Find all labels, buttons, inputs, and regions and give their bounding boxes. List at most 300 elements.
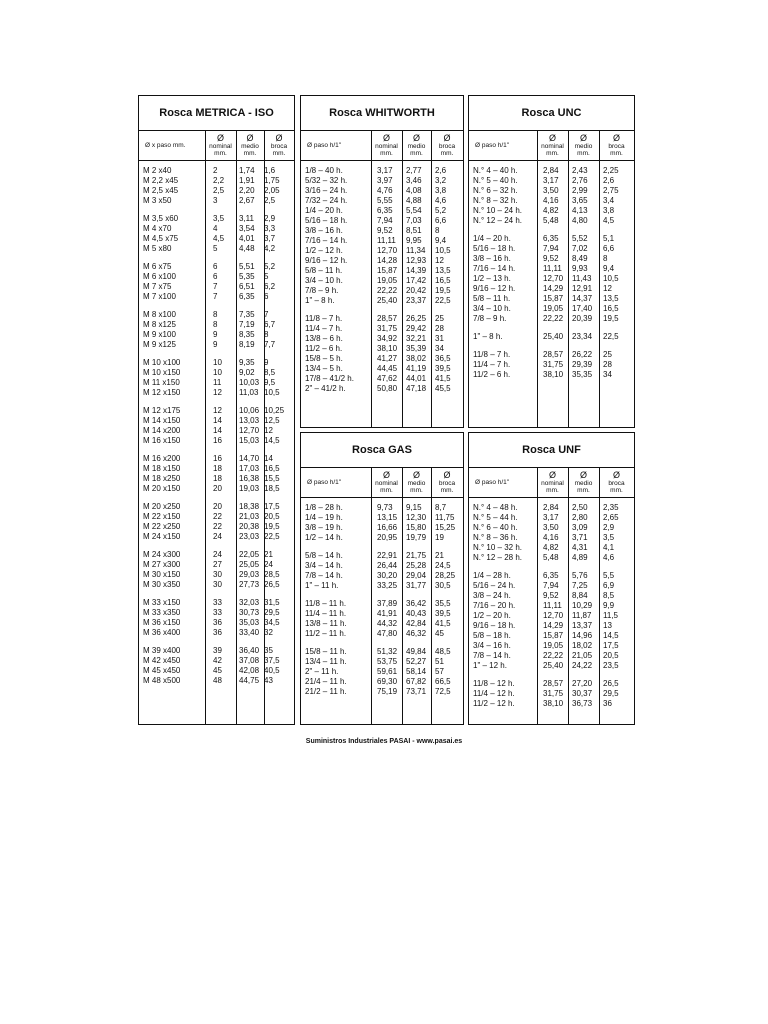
nominal-value: 3,17 bbox=[543, 513, 559, 522]
table-row bbox=[139, 580, 294, 590]
thread-size: 1" – 8 h. bbox=[473, 332, 503, 341]
medio-value: 2,77 bbox=[406, 166, 422, 175]
table-row bbox=[469, 186, 634, 196]
broca-value: 3,5 bbox=[603, 533, 615, 542]
metric-iso-panel bbox=[138, 95, 295, 725]
thread-size: 2" – 41/2 h. bbox=[305, 384, 346, 393]
nominal-header-label: mm. bbox=[380, 486, 393, 494]
broca-value: 4,6 bbox=[603, 553, 615, 562]
medio-value: 1,91 bbox=[239, 176, 255, 185]
thread-size: 11/8 – 7 h. bbox=[305, 314, 343, 323]
thread-size: M 3,5 x60 bbox=[143, 214, 179, 223]
nominal-value: 45 bbox=[213, 666, 222, 675]
medio-value: 1,74 bbox=[239, 166, 255, 175]
broca-value: 13,5 bbox=[603, 294, 619, 303]
thread-size: M 33 x150 bbox=[143, 598, 181, 607]
medio-header-label: medio bbox=[241, 142, 259, 150]
medio-value: 32,03 bbox=[239, 598, 260, 607]
nominal-value: 44,45 bbox=[377, 364, 398, 373]
broca-value: 2,5 bbox=[264, 196, 276, 205]
medio-value: 14,70 bbox=[239, 454, 260, 463]
nominal-value: 11 bbox=[213, 378, 222, 387]
broca-value: 5,2 bbox=[435, 206, 447, 215]
thread-size: 2" – 11 h. bbox=[305, 667, 339, 676]
thread-size: 15/8 – 5 h. bbox=[305, 354, 343, 363]
broca-value: 28,5 bbox=[264, 570, 280, 579]
table-row bbox=[301, 561, 463, 571]
thread-size: 3/4 – 10 h. bbox=[305, 276, 343, 285]
nominal-value: 25,40 bbox=[543, 661, 564, 670]
medio-value: 7,02 bbox=[572, 244, 588, 253]
table-row bbox=[139, 368, 294, 378]
table-row bbox=[469, 294, 634, 304]
thread-size: 1/8 – 28 h. bbox=[305, 503, 343, 512]
table-row bbox=[139, 464, 294, 474]
nominal-value: 19,05 bbox=[543, 641, 564, 650]
broca-value: 3,8 bbox=[435, 186, 447, 195]
panel-title: Rosca WHITWORTH bbox=[301, 96, 463, 131]
table-row bbox=[301, 647, 463, 657]
broca-value: 19,5 bbox=[435, 286, 451, 295]
thread-size: 1/4 – 28 h. bbox=[473, 571, 511, 580]
broca-value: 11,5 bbox=[603, 611, 618, 620]
table-row bbox=[301, 657, 463, 667]
nominal-value: 11,11 bbox=[543, 601, 562, 610]
medio-header-label: mm. bbox=[243, 149, 257, 157]
diameter-symbol: Ø bbox=[443, 132, 451, 143]
broca-value: 20,5 bbox=[264, 512, 280, 521]
thread-size: M 16 x150 bbox=[143, 436, 181, 445]
row-spacer bbox=[139, 494, 294, 502]
broca-value: 7 bbox=[264, 310, 269, 319]
nominal-header-label: mm. bbox=[380, 149, 393, 157]
size-pitch-header: Ø paso h/1" bbox=[307, 478, 342, 486]
table-row bbox=[469, 553, 634, 563]
nominal-header bbox=[537, 467, 568, 497]
thread-size: 5/32 – 32 h. bbox=[305, 176, 348, 185]
thread-size: 11/4 – 11 h. bbox=[305, 609, 347, 618]
broca-value: 39,5 bbox=[435, 364, 451, 373]
nominal-value: 2 bbox=[213, 166, 218, 175]
table-row bbox=[139, 320, 294, 330]
thread-size: 1/2 – 13 h. bbox=[473, 274, 511, 283]
table-row bbox=[469, 581, 634, 591]
broca-value: 9,9 bbox=[603, 601, 615, 610]
broca-value: 34 bbox=[603, 370, 612, 379]
medio-value: 2,67 bbox=[239, 196, 255, 205]
table-row bbox=[301, 571, 463, 581]
table-row bbox=[469, 264, 634, 274]
medio-value: 37,08 bbox=[239, 656, 260, 665]
medio-value: 5,51 bbox=[239, 262, 255, 271]
medio-value: 42,84 bbox=[406, 619, 427, 628]
nominal-value: 12,70 bbox=[543, 611, 564, 620]
table-row bbox=[469, 689, 634, 699]
nominal-value: 3,17 bbox=[377, 166, 393, 175]
broca-value: 36 bbox=[603, 699, 612, 708]
nominal-value: 41,27 bbox=[377, 354, 398, 363]
broca-header-label: broca bbox=[438, 479, 456, 487]
broca-value: 8,5 bbox=[603, 591, 615, 600]
medio-header bbox=[402, 130, 431, 160]
gas-panel bbox=[300, 432, 464, 725]
nominal-value: 3 bbox=[213, 196, 218, 205]
broca-value: 66,5 bbox=[435, 677, 451, 686]
thread-size: 1" – 11 h. bbox=[305, 581, 339, 590]
nominal-value: 26,44 bbox=[377, 561, 398, 570]
nominal-value: 28,57 bbox=[543, 679, 564, 688]
medio-value: 52,27 bbox=[406, 657, 427, 666]
diameter-symbol: Ø bbox=[579, 132, 587, 143]
thread-size: M 33 x350 bbox=[143, 608, 181, 617]
medio-value: 8,51 bbox=[406, 226, 422, 235]
table-row bbox=[139, 502, 294, 512]
broca-value: 8,7 bbox=[435, 503, 447, 512]
nominal-value: 9,73 bbox=[377, 503, 393, 512]
diameter-symbol: Ø bbox=[548, 469, 556, 480]
nominal-value: 2,2 bbox=[213, 176, 225, 185]
thread-size: 3/8 – 19 h. bbox=[305, 523, 343, 532]
medio-value: 3,09 bbox=[572, 523, 588, 532]
table-row bbox=[139, 454, 294, 464]
nominal-value: 6,35 bbox=[543, 234, 559, 243]
nominal-value: 6 bbox=[213, 262, 218, 271]
table-row bbox=[301, 581, 463, 591]
medio-value: 29,03 bbox=[239, 570, 260, 579]
broca-value: 15,5 bbox=[264, 474, 280, 483]
medio-header-label: mm. bbox=[410, 149, 423, 157]
broca-value: 14,5 bbox=[264, 436, 280, 445]
nominal-value: 3,97 bbox=[377, 176, 393, 185]
table-row bbox=[301, 523, 463, 533]
size-pitch-header: Ø paso h/1" bbox=[307, 141, 342, 149]
medio-value: 2,76 bbox=[572, 176, 588, 185]
medio-value: 10,06 bbox=[239, 406, 260, 415]
thread-size: 3/4 – 10 h. bbox=[473, 304, 511, 313]
row-spacer bbox=[469, 671, 634, 679]
medio-value: 29,42 bbox=[406, 324, 427, 333]
medio-header-label: mm. bbox=[577, 149, 590, 157]
broca-value: 21 bbox=[264, 550, 273, 559]
nominal-value: 14,29 bbox=[543, 284, 564, 293]
thread-size: M 10 x100 bbox=[143, 358, 181, 367]
medio-value: 23,03 bbox=[239, 532, 260, 541]
medio-value: 42,08 bbox=[239, 666, 260, 675]
table-row bbox=[469, 254, 634, 264]
table-row bbox=[139, 512, 294, 522]
broca-value: 22,5 bbox=[603, 332, 619, 341]
row-spacer bbox=[139, 350, 294, 358]
nominal-value: 9,52 bbox=[543, 254, 559, 263]
table-row bbox=[301, 226, 463, 236]
thread-size: N.° 12 – 24 h. bbox=[473, 216, 523, 225]
diameter-symbol: Ø bbox=[246, 132, 254, 143]
nominal-value: 19,05 bbox=[543, 304, 564, 313]
column-header-row bbox=[469, 130, 634, 161]
medio-value: 21,05 bbox=[572, 651, 593, 660]
table-row bbox=[469, 661, 634, 671]
broca-value: 14,5 bbox=[603, 631, 619, 640]
table-row bbox=[139, 176, 294, 186]
thread-size: 17/8 – 41/2 h. bbox=[305, 374, 354, 383]
thread-size: 11/2 – 11 h. bbox=[305, 629, 347, 638]
thread-size: 11/4 – 7 h. bbox=[305, 324, 343, 333]
table-row bbox=[469, 196, 634, 206]
medio-value: 4,89 bbox=[572, 553, 588, 562]
broca-value: 12,5 bbox=[264, 416, 280, 425]
medio-value: 20,42 bbox=[406, 286, 427, 295]
nominal-value: 31,75 bbox=[543, 360, 564, 369]
table-row bbox=[139, 628, 294, 638]
thread-size: 1/8 – 40 h. bbox=[305, 166, 343, 175]
broca-value: 8 bbox=[435, 226, 440, 235]
nominal-value: 11,11 bbox=[543, 264, 562, 273]
broca-value: 2,75 bbox=[603, 186, 619, 195]
row-spacer bbox=[139, 206, 294, 214]
nominal-value: 4,16 bbox=[543, 533, 559, 542]
thread-size: 1" – 12 h. bbox=[473, 661, 507, 670]
broca-value: 2,05 bbox=[264, 186, 280, 195]
nominal-value: 28,57 bbox=[377, 314, 398, 323]
medio-value: 4,13 bbox=[572, 206, 588, 215]
nominal-header bbox=[205, 130, 236, 160]
medio-header bbox=[402, 467, 431, 497]
panel-title: Rosca UNF bbox=[469, 433, 634, 468]
broca-value: 72,5 bbox=[435, 687, 451, 696]
thread-size: 9/16 – 12 h. bbox=[473, 284, 516, 293]
nominal-value: 6 bbox=[213, 272, 218, 281]
nominal-value: 16 bbox=[213, 436, 222, 445]
row-spacer bbox=[139, 254, 294, 262]
diameter-symbol: Ø bbox=[412, 132, 420, 143]
broca-value: 2,65 bbox=[603, 513, 619, 522]
row-spacer bbox=[139, 302, 294, 310]
medio-value: 25,28 bbox=[406, 561, 427, 570]
medio-value: 19,79 bbox=[406, 533, 427, 542]
broca-value: 6,7 bbox=[264, 320, 276, 329]
thread-size: N.° 10 – 32 h. bbox=[473, 543, 523, 552]
broca-header bbox=[264, 130, 294, 160]
medio-value: 14,96 bbox=[572, 631, 593, 640]
medio-value: 35,35 bbox=[572, 370, 593, 379]
nominal-value: 16 bbox=[213, 454, 222, 463]
nominal-value: 22,22 bbox=[377, 286, 398, 295]
broca-value: 4,5 bbox=[603, 216, 615, 225]
nominal-value: 33,25 bbox=[377, 581, 398, 590]
thread-size: M 27 x300 bbox=[143, 560, 181, 569]
table-row bbox=[469, 543, 634, 553]
table-row bbox=[469, 314, 634, 324]
broca-value: 2,6 bbox=[603, 176, 615, 185]
medio-value: 17,03 bbox=[239, 464, 260, 473]
medio-value: 17,40 bbox=[572, 304, 593, 313]
nominal-value: 14 bbox=[213, 416, 222, 425]
medio-value: 15,03 bbox=[239, 436, 260, 445]
table-row bbox=[139, 388, 294, 398]
thread-size: 1/4 – 20 h. bbox=[305, 206, 343, 215]
broca-value: 29,5 bbox=[264, 608, 280, 617]
nominal-value: 9,52 bbox=[377, 226, 393, 235]
row-spacer bbox=[469, 342, 634, 350]
thread-size: 3/8 – 16 h. bbox=[473, 254, 511, 263]
thread-size: N.° 6 – 32 h. bbox=[473, 186, 518, 195]
row-spacer bbox=[469, 563, 634, 571]
thread-size: 1/2 – 12 h. bbox=[305, 246, 343, 255]
thread-size: M 36 x150 bbox=[143, 618, 181, 627]
nominal-value: 50,80 bbox=[377, 384, 398, 393]
broca-value: 19,5 bbox=[264, 522, 280, 531]
broca-header bbox=[599, 467, 634, 497]
nominal-value: 44,32 bbox=[377, 619, 398, 628]
nominal-header-label: nominal bbox=[541, 142, 564, 150]
broca-value: 57 bbox=[435, 667, 444, 676]
thread-size: M 8 x100 bbox=[143, 310, 176, 319]
medio-value: 9,95 bbox=[406, 236, 422, 245]
broca-value: 34,5 bbox=[264, 618, 280, 627]
thread-size: N.° 12 – 28 h. bbox=[473, 553, 523, 562]
medio-value: 21,03 bbox=[239, 512, 260, 521]
table-row bbox=[469, 244, 634, 254]
broca-value: 20,5 bbox=[603, 651, 619, 660]
broca-value: 11,75 bbox=[435, 513, 455, 522]
broca-value: 14 bbox=[264, 454, 273, 463]
nominal-value: 14,29 bbox=[543, 621, 564, 630]
broca-value: 43 bbox=[264, 676, 273, 685]
nominal-value: 15,87 bbox=[543, 294, 564, 303]
broca-value: 5,5 bbox=[603, 571, 615, 580]
broca-value: 4,2 bbox=[264, 244, 276, 253]
thread-size: 1" – 8 h. bbox=[305, 296, 335, 305]
broca-value: 41,5 bbox=[435, 619, 451, 628]
diameter-symbol: Ø bbox=[443, 469, 451, 480]
medio-value: 4,31 bbox=[572, 543, 588, 552]
thread-size: 5/8 – 11 h. bbox=[305, 266, 343, 275]
thread-size: N.° 8 – 36 h. bbox=[473, 533, 518, 542]
panel-title: Rosca GAS bbox=[301, 433, 463, 468]
thread-size: 11/8 – 12 h. bbox=[473, 679, 515, 688]
medio-value: 10,03 bbox=[239, 378, 260, 387]
thread-size: M 14 x200 bbox=[143, 426, 181, 435]
broca-value: 5,2 bbox=[264, 262, 276, 271]
broca-value: 4,1 bbox=[603, 543, 615, 552]
nominal-value: 4 bbox=[213, 224, 218, 233]
diameter-symbol: Ø bbox=[579, 469, 587, 480]
broca-value: 3,8 bbox=[603, 206, 615, 215]
row-spacer bbox=[301, 543, 463, 551]
thread-size: M 20 x150 bbox=[143, 484, 181, 493]
broca-value: 25 bbox=[603, 350, 612, 359]
nominal-value: 6,35 bbox=[377, 206, 393, 215]
broca-value: 31 bbox=[435, 334, 444, 343]
nominal-header-label: mm. bbox=[214, 149, 227, 157]
table-row bbox=[469, 332, 634, 342]
medio-value: 23,37 bbox=[406, 296, 427, 305]
medio-value: 7,19 bbox=[239, 320, 255, 329]
column-header-row bbox=[469, 467, 634, 498]
medio-value: 20,39 bbox=[572, 314, 593, 323]
thread-size: M 30 x350 bbox=[143, 580, 181, 589]
table-row bbox=[139, 282, 294, 292]
thread-tables-sheet bbox=[138, 95, 635, 725]
thread-size: 9/16 – 12 h. bbox=[305, 256, 348, 265]
thread-size: M 5 x80 bbox=[143, 244, 172, 253]
broca-value: 35,5 bbox=[435, 599, 451, 608]
thread-size: M 8 x125 bbox=[143, 320, 176, 329]
nominal-header-label: nominal bbox=[375, 479, 398, 487]
table-row bbox=[301, 216, 463, 226]
broca-header-label: mm. bbox=[610, 486, 623, 494]
medio-value: 58,14 bbox=[406, 667, 427, 676]
nominal-value: 7,94 bbox=[377, 216, 393, 225]
nominal-value: 22 bbox=[213, 512, 222, 521]
thread-size: M 24 x150 bbox=[143, 532, 181, 541]
medio-value: 13,37 bbox=[572, 621, 593, 630]
nominal-value: 48 bbox=[213, 676, 222, 685]
table-body bbox=[301, 503, 463, 724]
nominal-value: 51,32 bbox=[377, 647, 398, 656]
medio-value: 4,08 bbox=[406, 186, 422, 195]
broca-value: 16,5 bbox=[603, 304, 619, 313]
nominal-value: 18 bbox=[213, 464, 222, 473]
thread-size: N.° 4 – 40 h. bbox=[473, 166, 518, 175]
medio-value: 9,35 bbox=[239, 358, 255, 367]
medio-value: 23,34 bbox=[572, 332, 593, 341]
broca-header-label: mm. bbox=[272, 149, 286, 157]
table-row bbox=[301, 599, 463, 609]
table-row bbox=[469, 304, 634, 314]
medio-value: 29,04 bbox=[406, 571, 427, 580]
table-row bbox=[301, 246, 463, 256]
broca-value: 3,2 bbox=[435, 176, 447, 185]
medio-value: 25,05 bbox=[239, 560, 260, 569]
medio-value: 27,20 bbox=[572, 679, 593, 688]
broca-value: 3,3 bbox=[264, 224, 276, 233]
table-row bbox=[139, 532, 294, 542]
thread-size: M 42 x450 bbox=[143, 656, 181, 665]
table-row bbox=[469, 513, 634, 523]
broca-value: 39,5 bbox=[435, 609, 451, 618]
thread-size: 7/8 – 9 h. bbox=[305, 286, 339, 295]
medio-value: 3,54 bbox=[239, 224, 255, 233]
nominal-value: 4,5 bbox=[213, 234, 225, 243]
broca-value: 18,5 bbox=[264, 484, 280, 493]
broca-value: 6,6 bbox=[435, 216, 447, 225]
medio-value: 33,40 bbox=[239, 628, 260, 637]
nominal-value: 20 bbox=[213, 502, 222, 511]
thread-size: M 22 x150 bbox=[143, 512, 181, 521]
medio-value: 8,49 bbox=[572, 254, 588, 263]
nominal-value: 24 bbox=[213, 532, 222, 541]
broca-value: 5,1 bbox=[603, 234, 615, 243]
medio-value: 3,65 bbox=[572, 196, 588, 205]
medio-value: 8,35 bbox=[239, 330, 255, 339]
thread-size: M 11 x150 bbox=[143, 378, 180, 387]
table-row bbox=[139, 666, 294, 676]
broca-value: 6 bbox=[264, 292, 269, 301]
medio-value: 10,29 bbox=[572, 601, 593, 610]
thread-size: M 48 x500 bbox=[143, 676, 181, 685]
medio-value: 7,03 bbox=[406, 216, 422, 225]
medio-value: 7,25 bbox=[572, 581, 588, 590]
nominal-header bbox=[371, 130, 402, 160]
table-row bbox=[139, 340, 294, 350]
thread-size: 5/16 – 24 h. bbox=[473, 581, 516, 590]
broca-value: 10,5 bbox=[603, 274, 619, 283]
thread-size: 13/8 – 11 h. bbox=[305, 619, 347, 628]
nominal-value: 36 bbox=[213, 618, 222, 627]
medio-value: 8,19 bbox=[239, 340, 255, 349]
column-header-row bbox=[139, 130, 294, 161]
